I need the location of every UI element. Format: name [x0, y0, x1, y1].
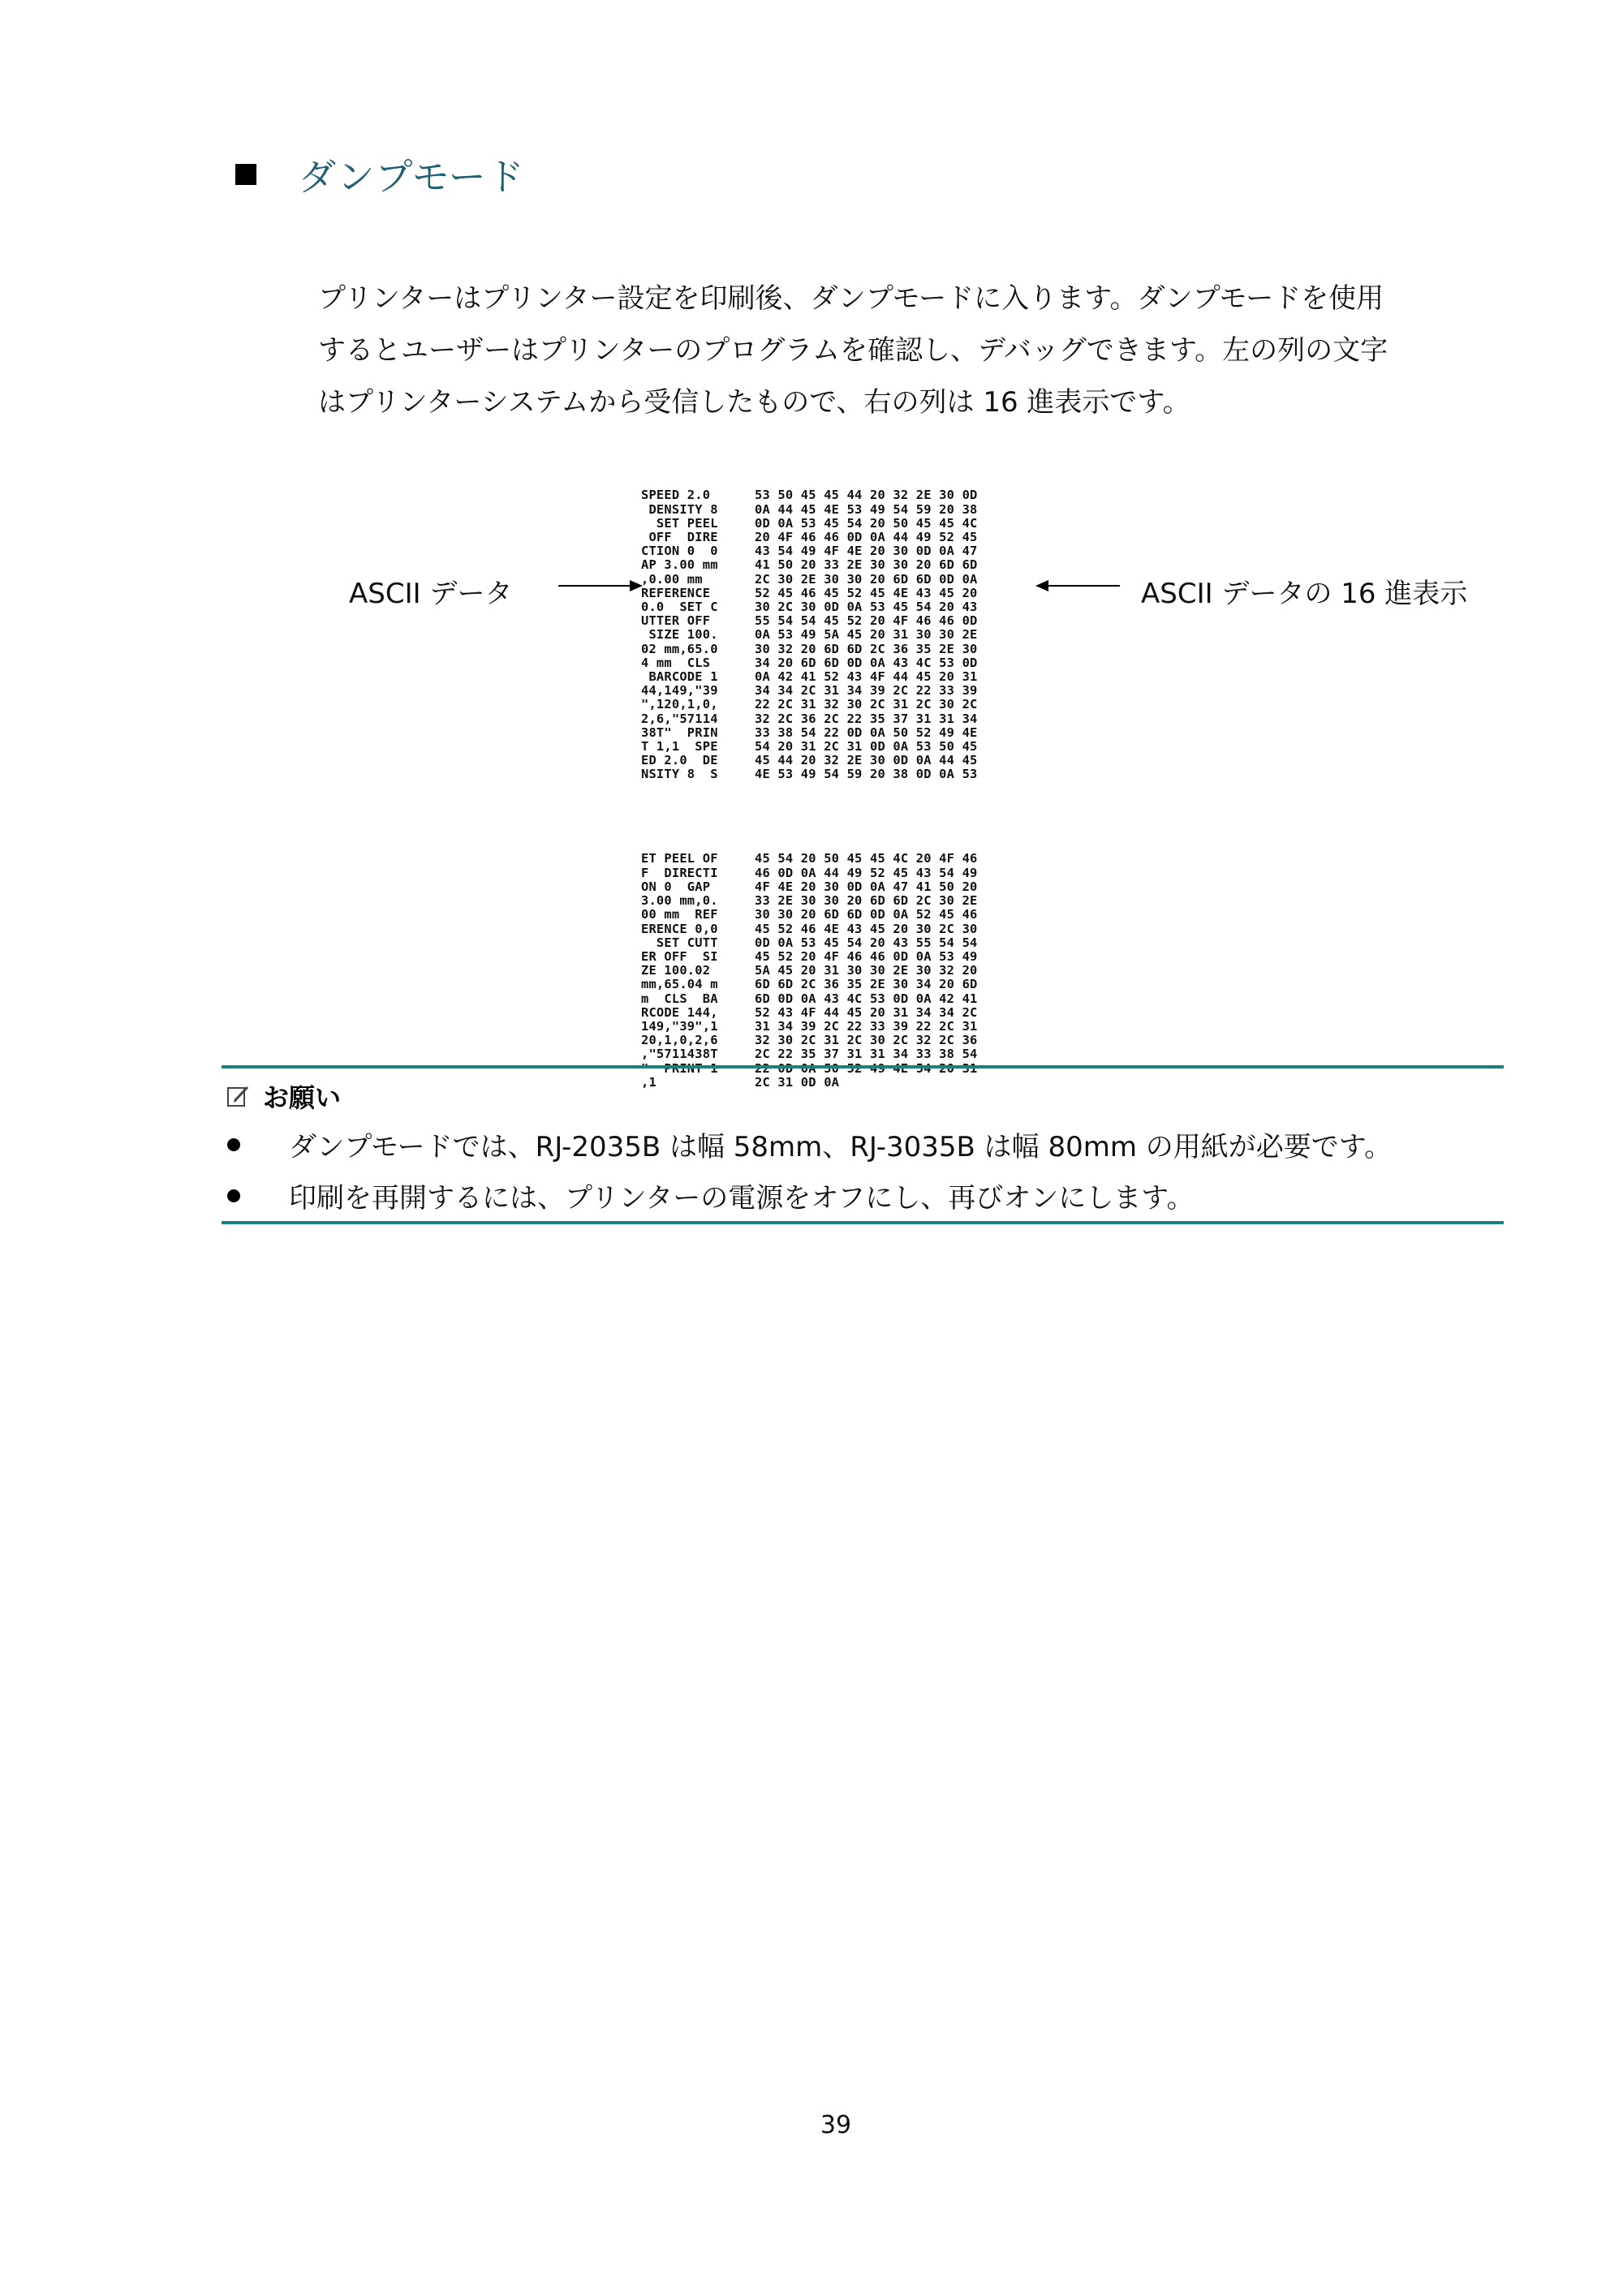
bullet-icon	[227, 1189, 240, 1202]
hex-dump-line: 30 30 20 6D 6D 0D 0A 52 45 46	[755, 907, 978, 922]
ascii-dump-line: NSITY 8 S	[641, 767, 718, 782]
ascii-dump-line: RCODE 144,	[641, 1004, 718, 1020]
ascii-dump-line: AP 3.00 mm	[641, 557, 718, 573]
hex-dump-line: 45 54 20 50 45 45 4C 20 4F 46	[755, 851, 978, 866]
ascii-dump-line: SET PEEL	[641, 515, 718, 531]
hex-dump-line: 45 52 46 4E 43 45 20 30 2C 30	[755, 921, 978, 936]
ascii-dump-line: SET CUTT	[641, 935, 718, 950]
hex-dump-line: 4E 53 49 54 59 20 38 0D 0A 53	[755, 767, 978, 782]
pencil-note-icon	[226, 1084, 250, 1108]
hex-dump-line	[755, 1062, 978, 1076]
intro-paragraph	[318, 273, 1511, 428]
ascii-dump-column	[641, 461, 718, 1103]
hex-dump-line: 22 2C 31 32 30 2C 31 2C 30 2C	[755, 697, 978, 712]
note-text: ダンプモードでは、RJ-2035B は幅 58mm、RJ-3035B は幅 80mm の用紙が必要です。	[289, 1131, 1393, 1163]
intro-line: するとユーザーはプリンターのプログラムを確認し、デバッグできます。左の列の文字	[318, 334, 1388, 367]
hex-dump-line: 0A 42 41 52 43 4F 44 45 20 31	[755, 669, 978, 685]
hex-dump-line: 45 52 20 4F 46 46 0D 0A 53 49	[755, 948, 978, 964]
square-bullet-icon	[235, 164, 256, 185]
note-bottom-rule	[222, 1221, 1504, 1224]
ascii-dump-line: CTION 0 0	[641, 544, 718, 559]
ascii-dump-line: DENSITY 8	[641, 501, 718, 517]
bullet-icon	[227, 1138, 240, 1151]
list-item	[227, 1176, 1195, 1215]
hex-dump-line: 41 50 20 33 2E 30 30 20 6D 6D	[755, 557, 978, 573]
ascii-dump-line: SIZE 100.	[641, 627, 718, 643]
hex-dump-line: 33 2E 30 30 20 6D 6D 2C 30 2E	[755, 893, 978, 909]
ascii-dump-line: ED 2.0 DE	[641, 753, 718, 768]
hex-dump-line: 2C 31 0D 0A	[755, 1074, 840, 1090]
section-title: ダンプモード	[299, 155, 525, 199]
ascii-dump-line: ,"5711438T	[641, 1047, 718, 1062]
hex-dump-line: 32 2C 36 2C 22 35 37 31 31 34	[755, 711, 978, 726]
ascii-dump-line: ERENCE 0,0	[641, 921, 718, 936]
hex-dump-line: 46 0D 0A 44 49 52 45 43 54 49	[755, 865, 978, 880]
ascii-dump-block-2	[641, 852, 718, 1089]
ascii-dump-line: ,1	[641, 1074, 657, 1090]
hex-dump-line: 0A 53 49 5A 45 20 31 30 30 2E	[755, 627, 978, 643]
ascii-dump-line: 0.0 SET C	[641, 600, 718, 615]
ascii-dump-line: 2,6,"57114	[641, 711, 718, 726]
ascii-dump-line: F DIRECTI	[641, 865, 718, 880]
hex-dump-line: 20 4F 46 46 0D 0A 44 49 52 45	[755, 530, 978, 545]
note-text: 印刷を再開するには、プリンターの電源をオフにし、再びオンにします。	[289, 1182, 1195, 1215]
ascii-dump-line: ",120,1,0,	[641, 697, 718, 712]
hex-dump-line: 52 45 46 45 52 45 4E 43 45 20	[755, 585, 978, 600]
hex-dump-line: 45 44 20 32 2E 30 0D 0A 44 45	[755, 753, 978, 768]
ascii-dump-line: ,0.00 mm	[641, 571, 703, 587]
ascii-dump-line: BARCODE 1	[641, 669, 718, 685]
section-heading	[235, 148, 525, 201]
arrow-right-icon	[558, 578, 643, 594]
ascii-dump-line: 3.00 mm,0.	[641, 893, 718, 909]
ascii-dump-line: ON 0 GAP	[641, 879, 711, 894]
ascii-dump-line: 02 mm,65.0	[641, 641, 718, 656]
hex-dump-line: 30 2C 30 0D 0A 53 45 54 20 43	[755, 600, 978, 615]
ascii-dump-line: REFERENCE	[641, 585, 711, 600]
hex-dump-line: 4F 4E 20 30 0D 0A 47 41 50 20	[755, 879, 978, 894]
ascii-dump-line: UTTER OFF	[641, 613, 711, 629]
hex-dump-block-1	[755, 488, 978, 781]
ascii-dump-line: mm,65.04 m	[641, 977, 718, 992]
hex-dump-line: 52 43 4F 44 45 20 31 34 34 2C	[755, 1004, 978, 1020]
ascii-dump-line: 00 mm REF	[641, 907, 718, 922]
ascii-dump-line: 149,"39",1	[641, 1018, 718, 1034]
note-top-rule	[222, 1065, 1504, 1068]
ascii-data-label: ASCII データ	[349, 578, 513, 610]
hex-dump-line: 53 50 45 45 44 20 32 2E 30 0D	[755, 488, 978, 503]
intro-line: プリンターはプリンター設定を印刷後、ダンプモードに入ります。ダンプモードを使用	[318, 282, 1384, 315]
hex-dump-line: 32 30 2C 31 2C 30 2C 32 2C 36	[755, 1033, 978, 1048]
page-number: 39	[820, 2111, 852, 2139]
ascii-dump-line: OFF DIRE	[641, 530, 718, 545]
ascii-dump-line: T 1,1 SPE	[641, 739, 718, 755]
hex-dump-line: 2C 30 2E 30 30 20 6D 6D 0D 0A	[755, 571, 978, 587]
ascii-dump-line: ET PEEL OF	[641, 851, 718, 866]
ascii-dump-line: ER OFF SI	[641, 948, 718, 964]
ascii-dump-line: 38T" PRIN	[641, 724, 718, 740]
list-item	[227, 1124, 1392, 1164]
hex-dump-line: 5A 45 20 31 30 30 2E 30 32 20	[755, 963, 978, 978]
ascii-dump-line: ZE 100.02	[641, 963, 711, 978]
hex-dump-line: 54 20 31 2C 31 0D 0A 53 50 45	[755, 739, 978, 755]
hex-dump-line: 0D 0A 53 45 54 20 43 55 54 54	[755, 935, 978, 950]
hex-dump-line: 34 20 6D 6D 0D 0A 43 4C 53 0D	[755, 655, 978, 670]
intro-line: はプリンターシステムから受信したもので、右の列は 16 進表示です。	[318, 386, 1190, 419]
hex-dump-line: 2C 22 35 37 31 31 34 33 38 54	[755, 1047, 978, 1062]
hex-dump-line: 6D 0D 0A 43 4C 53 0D 0A 42 41	[755, 991, 978, 1006]
ascii-dump-line: 4 mm CLS	[641, 655, 711, 670]
hex-dump-line: 31 34 39 2C 22 33 39 22 2C 31	[755, 1018, 978, 1034]
ascii-dump-block-1	[641, 488, 718, 781]
hex-dump-line: 30 32 20 6D 6D 2C 36 35 2E 30	[755, 641, 978, 656]
hex-dump-line: 34 34 2C 31 34 39 2C 22 33 39	[755, 683, 978, 699]
hex-dump-line: 0A 44 45 4E 53 49 54 59 20 38	[755, 501, 978, 517]
hex-dump-block-2	[755, 852, 978, 1089]
note-heading	[226, 1077, 341, 1115]
note-title: お願い	[263, 1082, 342, 1113]
hex-dump-line: 55 54 54 45 52 20 4F 46 46 0D	[755, 613, 978, 629]
ascii-dump-line	[641, 1062, 718, 1076]
ascii-dump-line: m CLS BA	[641, 991, 718, 1006]
hex-dump-line: 43 54 49 4F 4E 20 30 0D 0A 47	[755, 544, 978, 559]
ascii-dump-line: SPEED 2.0	[641, 488, 711, 503]
hex-dump-line: 33 38 54 22 0D 0A 50 52 49 4E	[755, 724, 978, 740]
hex-data-label: ASCII データの 16 進表示	[1141, 578, 1468, 610]
arrow-left-icon	[1035, 578, 1120, 594]
hex-dump-line: 6D 6D 2C 36 35 2E 30 34 20 6D	[755, 977, 978, 992]
hex-dump-line: 0D 0A 53 45 54 20 50 45 45 4C	[755, 515, 978, 531]
hex-dump-column	[755, 461, 978, 1103]
ascii-dump-line: 20,1,0,2,6	[641, 1033, 718, 1048]
ascii-dump-line: 44,149,"39	[641, 683, 718, 699]
